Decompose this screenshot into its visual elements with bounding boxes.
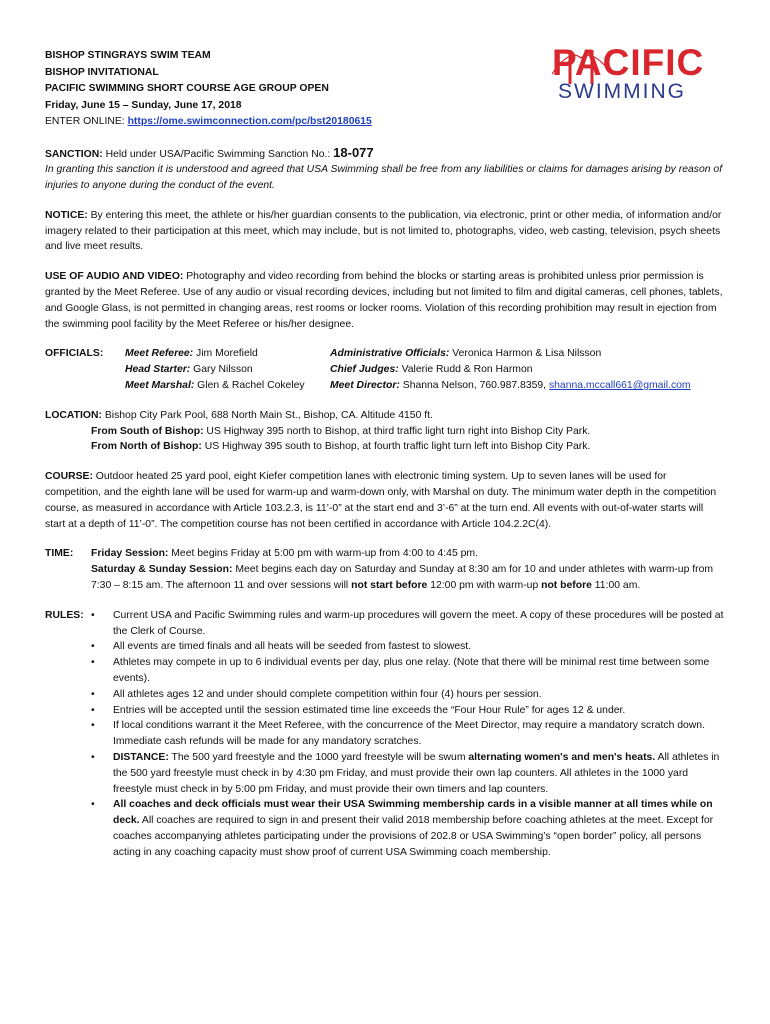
enter-online-link[interactable]: https://ome.swimconnection.com/pc/bst20180615: [127, 116, 372, 127]
bullet-icon: •: [91, 704, 95, 716]
location-section: [45, 408, 725, 455]
sanction-label: SANCTION:: [45, 148, 103, 160]
weekend-text-a: Meet begins each day on Saturday and Sunday at 8:30 am for 10 and under athletes with warm-up from 7:30 – 8:15 am. The afternoon 11 and over sessions will: [91, 564, 714, 592]
time-section: [45, 546, 725, 593]
distance-label: DISTANCE:: [113, 752, 169, 763]
distance-text-c: All athletes in the 500 yard freestyle must check in by 4:30 pm Friday, and must provide their own lap counters. All athletes in the 1000 yard freestyle must check in by 5:00 pm Friday, and must provide their own timers and lap counters.: [113, 752, 720, 795]
weekend-text-b: not start before: [351, 580, 428, 592]
list-item: [91, 703, 725, 719]
audio-video-section: [45, 269, 725, 332]
referee-label: Meet Referee:: [125, 348, 194, 360]
list-item: [91, 718, 725, 750]
sanction-text: Held under USA/Pacific Swimming Sanction No.:: [102, 148, 334, 160]
rule-text: Entries will be accepted until the session estimated time line exceeds the “Four Hour Rule” for ages 12 & under.: [113, 704, 626, 716]
weekend-text-d: not before: [541, 580, 592, 592]
list-item: [91, 750, 725, 797]
team-name: BISHOP STINGRAYS SWIM TEAM: [45, 50, 211, 61]
director-info: Shanna Nelson, 760.987.8359,: [399, 380, 549, 392]
rule-text: If local conditions warrant it the Meet Referee, with the concurrence of the Meet Director, may require a mandatory scratch down. Immediate cash refunds will be made for any mandatory scratches.: [113, 720, 705, 748]
rules-section: [45, 608, 725, 861]
south-directions: US Highway 395 north to Bishop, at third traffic light turn right into Bishop City Park.: [203, 425, 591, 437]
south-directions-label: From South of Bishop:: [91, 425, 204, 437]
north-directions-label: From North of Bishop:: [91, 441, 202, 453]
admin-label: Administrative Officials:: [330, 348, 450, 360]
rule-text: All athletes ages 12 and under should complete competition within four (4) hours per session.: [113, 688, 542, 700]
director-email-link[interactable]: shanna.mccall661@gmail.com: [548, 380, 691, 392]
bullet-icon: •: [91, 752, 95, 763]
list-item: [91, 608, 725, 640]
meet-document: [45, 48, 725, 861]
list-item: [91, 797, 725, 860]
notice-section: [45, 208, 725, 255]
meet-type: PACIFIC SWIMMING SHORT COURSE AGE GROUP OPEN: [45, 83, 329, 94]
list-item: [91, 639, 725, 655]
weekend-text-e: 11:00 am.: [591, 580, 641, 592]
rule-text: Athletes may compete in up to 6 individual events per day, plus one relay. (Note that there will be minimal rest time between some events).: [113, 657, 710, 685]
course-label: COURSE:: [45, 471, 93, 483]
sanction-number: 18-077: [333, 144, 374, 160]
bullet-icon: •: [91, 609, 95, 621]
audio-video-text: Photography and video recording from behind the blocks or starting areas is prohibited unless prior permission is granted by the Meet Referee. Use of any audio or visual recording devices, including but not limited to film and digital cameras, cell phones, tablets, and Google Glass, is not permitted in changing areas, rest rooms or locker rooms. Violation of this recording prohibition may result in ejection from the swimming pool facility by the Meet Referee or his/her designee.: [45, 271, 723, 330]
director-label: Meet Director:: [330, 380, 400, 392]
bullet-icon: •: [91, 688, 95, 700]
course-section: [45, 469, 725, 532]
logo-pacific-text: PACIFIC: [552, 42, 705, 83]
officials-section: [45, 346, 725, 393]
starter-name: Gary Nilsson: [190, 364, 253, 376]
list-item: [91, 687, 725, 703]
time-label: TIME:: [45, 548, 74, 560]
bullet-icon: •: [91, 799, 95, 811]
logo-swimming-text: SWIMMING: [558, 80, 686, 103]
north-directions: US Highway 395 south to Bishop, at fourth traffic light turn left into Bishop City Park.: [201, 441, 591, 453]
marshal-label: Meet Marshal:: [125, 380, 195, 392]
friday-label: Friday Session:: [91, 548, 169, 560]
list-item: [91, 655, 725, 687]
officials-label: OFFICIALS:: [45, 348, 104, 360]
course-text: Outdoor heated 25 yard pool, eight Kiefer competition lanes with electronic timing system. Up to seven lanes will be used for competition, and the eighth lane will be used for warm-up and warm-down only, with Marshal on duty. The minimum water depth in the competition course, as measured in accordance with Article 103.2.3, is 11’-0” at the start end and 3’-6” at the turn end. All events with out-of-water starts will start at a depth of 11’-0”. The competition course has not been certified in accordance with Article 104.2.2C(4).: [45, 471, 717, 530]
rule-text: All events are timed finals and all heats will be seeded from fastest to slowest.: [113, 641, 472, 653]
location-label: LOCATION:: [45, 409, 102, 421]
bullet-icon: •: [91, 657, 95, 669]
rule-text: Current USA and Pacific Swimming rules and warm-up procedures will govern the meet. A copy of these procedures will be posted at the Clerk of Course.: [113, 609, 724, 637]
judges-names: Valerie Rudd & Ron Harmon: [398, 364, 533, 376]
distance-text-b: alternating women's and men's heats.: [468, 752, 656, 763]
coaches-bold: All coaches and deck officials must wear their USA Swimming membership cards in a visible manner at all times while on deck.: [113, 799, 713, 827]
bullet-icon: •: [91, 641, 95, 653]
friday-text: Meet begins Friday at 5:00 pm with warm-up from 4:00 to 4:45 pm.: [168, 548, 478, 560]
sanction-section: [45, 145, 725, 194]
notice-text: By entering this meet, the athlete or his/her guardian consents to the publication, via electronic, print or other media, of information and/or imagery related to their participation at this meet, which may include, but is not limited to, photographs, video, web casting, television, psych sheets and live meet results.: [45, 209, 722, 253]
notice-label: NOTICE:: [45, 209, 88, 221]
weekend-text-c: 12:00 pm with warm-up: [427, 580, 542, 592]
sanction-disclaimer: In granting this sanction it is understood and agreed that USA Swimming shall be free from any liabilities or claims for damages arising by reason of injuries to anyone during the conduct of the event.: [45, 164, 723, 192]
admin-names: Veronica Harmon & Lisa Nilsson: [449, 348, 602, 360]
weekend-label: Saturday & Sunday Session:: [91, 564, 233, 576]
marshal-name: Glen & Rachel Cokeley: [194, 380, 305, 392]
bullet-icon: •: [91, 720, 95, 732]
judges-label: Chief Judges:: [330, 364, 399, 376]
referee-name: Jim Morefield: [193, 348, 258, 360]
coaches-text: All coaches are required to sign in and present their valid 2018 membership before coaching athletes at the meet. Except for coaches accompanying athletes participating under the provisions of 202.8 or USA Swimming’s “open border” policy, all persons acting in any coaching capacity must show proof of current USA Swimming coach membership.: [113, 815, 714, 858]
enter-online-label: ENTER ONLINE:: [45, 116, 128, 127]
rules-list: [91, 608, 725, 861]
meet-dates: Friday, June 15 – Sunday, June 17, 2018: [45, 99, 242, 111]
enter-online: [45, 114, 725, 131]
meet-name: BISHOP INVITATIONAL: [45, 66, 159, 78]
rules-label: RULES:: [45, 609, 84, 621]
audio-video-label: USE OF AUDIO AND VIDEO:: [45, 271, 184, 283]
distance-text-a: The 500 yard freestyle and the 1000 yard freestyle will be swum: [168, 752, 469, 763]
location-text: Bishop City Park Pool, 688 North Main St., Bishop, CA. Altitude 4150 ft.: [101, 409, 433, 421]
starter-label: Head Starter:: [125, 364, 191, 376]
